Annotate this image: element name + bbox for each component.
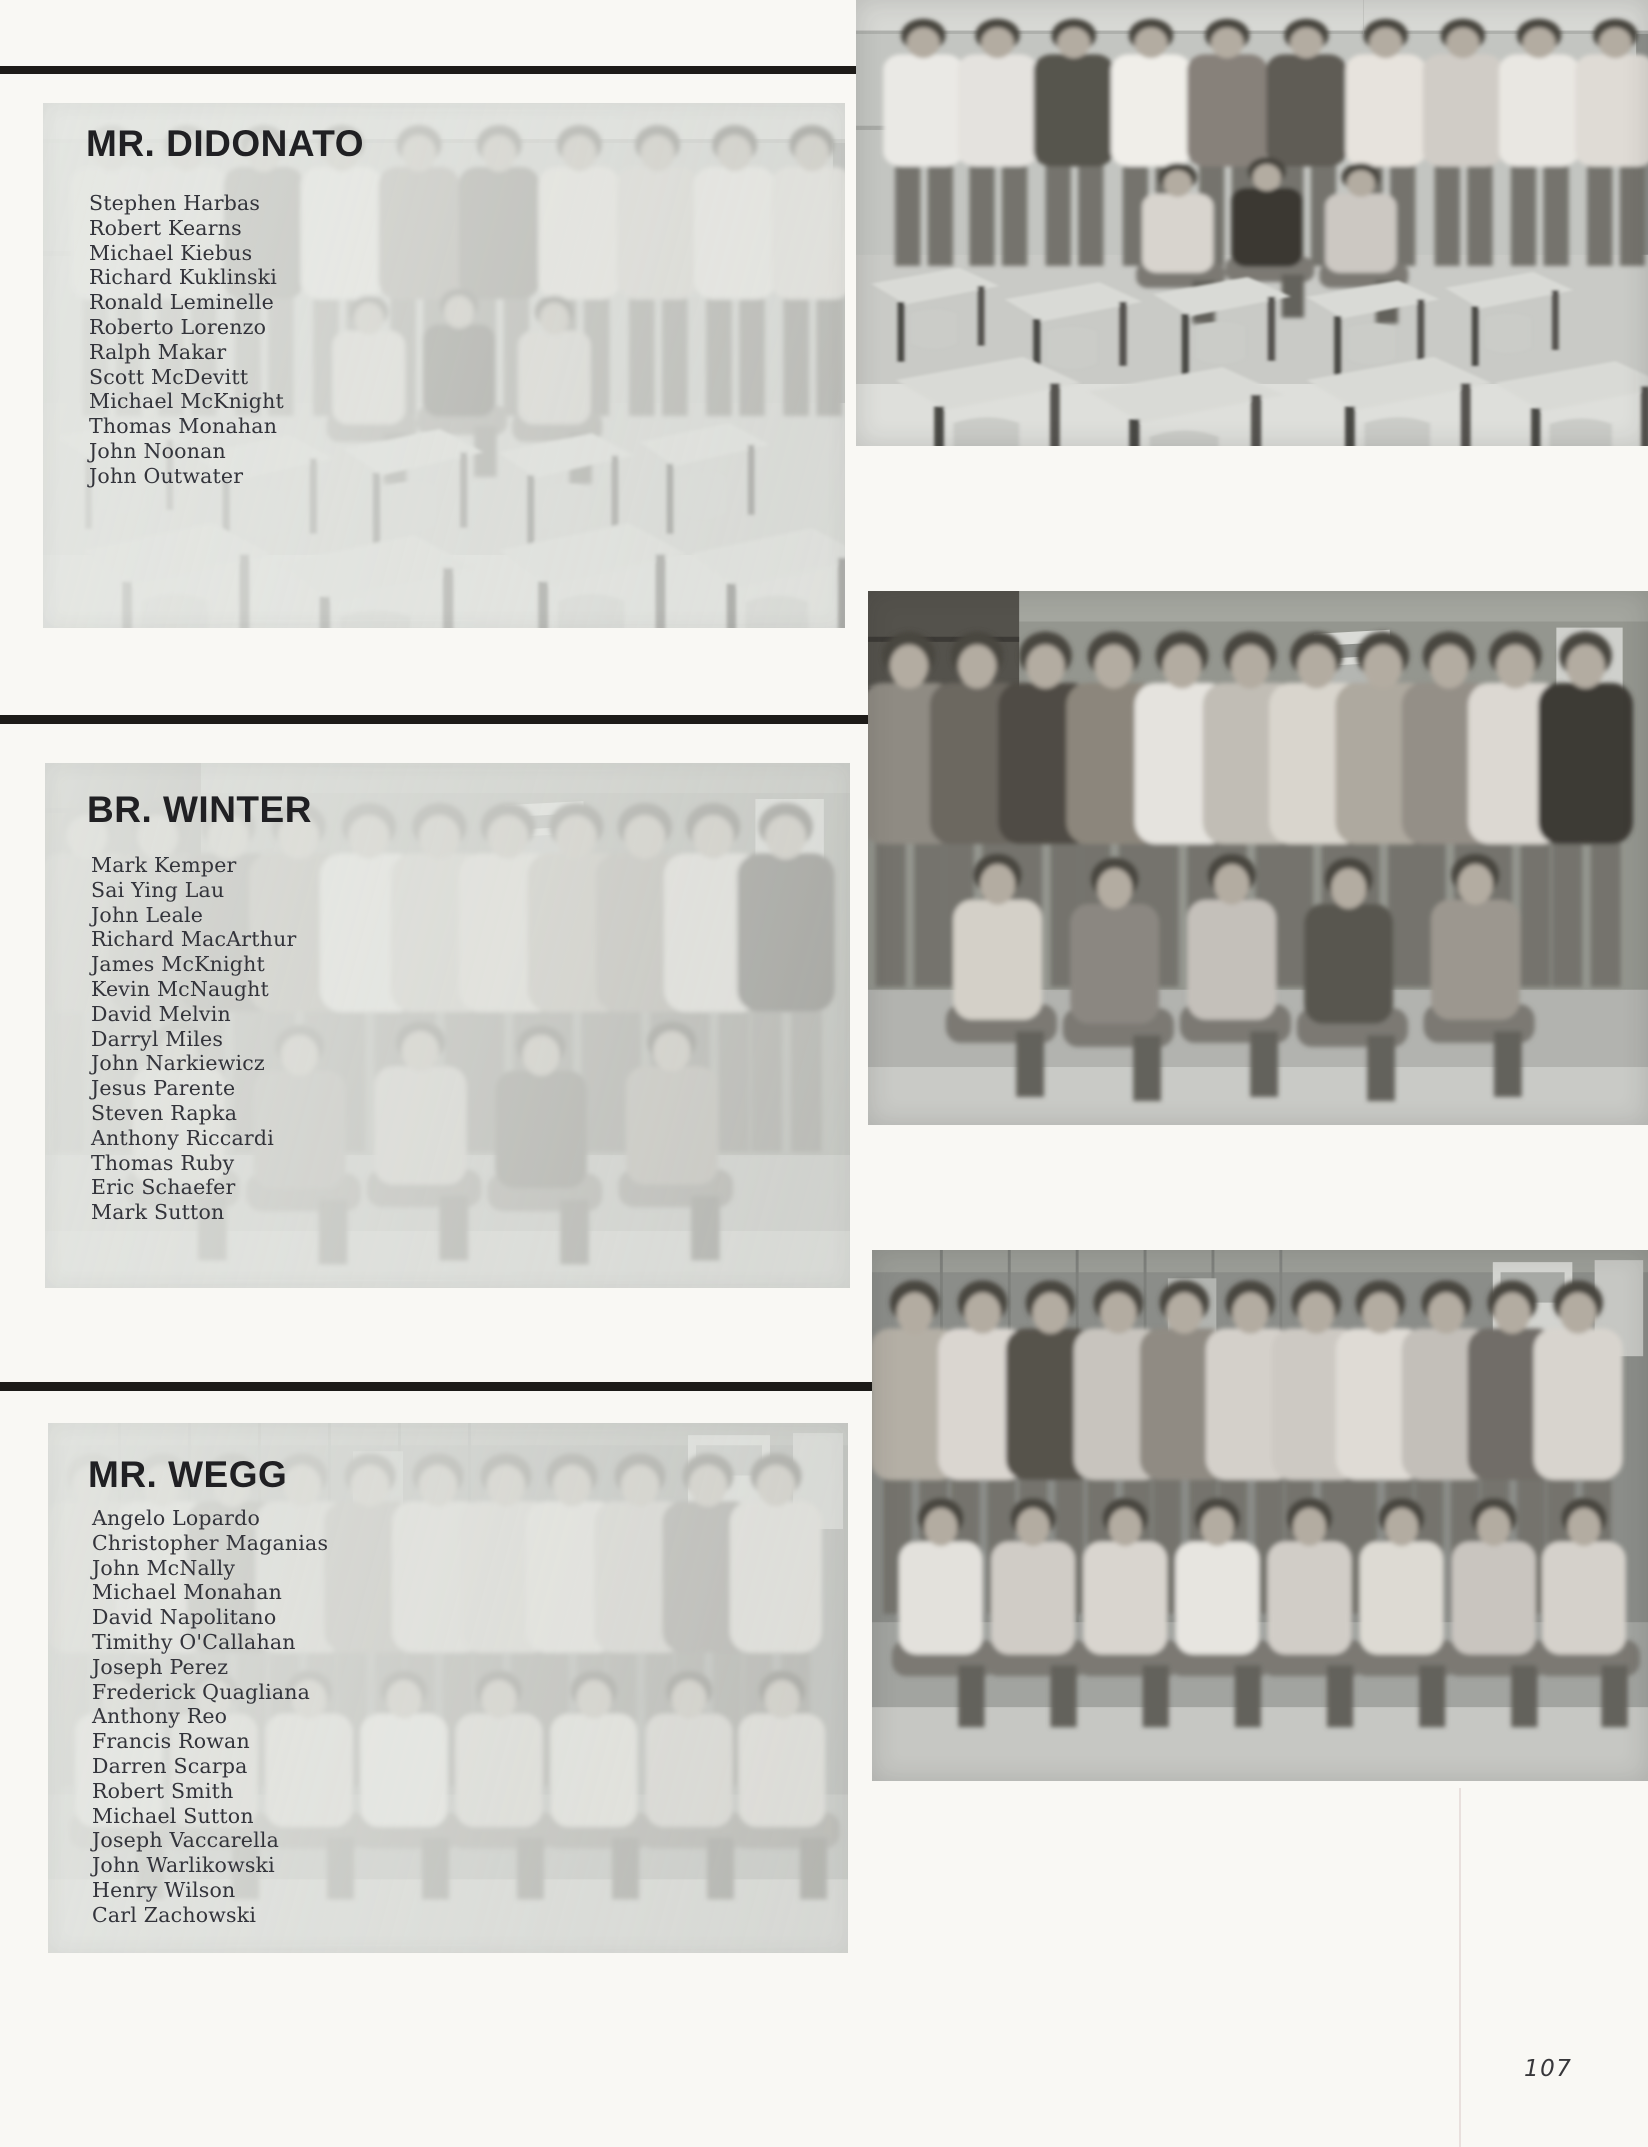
student-name: Francis Rowan (92, 1729, 250, 1754)
section-title-wegg: MR. WEGG (88, 1454, 288, 1495)
student-name: John Outwater (89, 463, 244, 488)
class-photo-winter (868, 591, 1648, 1125)
student-name: Joseph Perez (92, 1654, 229, 1679)
student-name: Ronald Leminelle (89, 290, 274, 315)
student-name: Jesus Parente (91, 1076, 236, 1101)
student-name: Joseph Vaccarella (92, 1828, 280, 1853)
divider-rule-middle (0, 715, 878, 724)
student-name: Robert Smith (92, 1778, 234, 1803)
student-name: Michael Kiebus (89, 240, 253, 265)
student-name: Scott McDevitt (89, 364, 249, 389)
student-name: Thomas Ruby (91, 1150, 235, 1175)
student-name: Roberto Lorenzo (89, 314, 267, 339)
student-name: Robert Kearns (89, 215, 242, 240)
page-number: 107 (1524, 2056, 1573, 2082)
student-name: Stephen Harbas (89, 191, 261, 215)
section-winter (45, 763, 850, 1288)
student-name: Anthony Reo (92, 1704, 228, 1729)
student-name: Richard MacArthur (91, 927, 297, 952)
student-name: Carl Zachowski (92, 1902, 257, 1927)
student-name: Michael Monahan (92, 1580, 283, 1605)
student-name: Mark Sutton (91, 1200, 225, 1225)
student-name: Ralph Makar (89, 339, 227, 364)
student-name: Mark Kemper (91, 853, 237, 877)
student-name: Frederick Quagliana (92, 1679, 311, 1704)
class-photo-didonato (856, 0, 1648, 446)
student-name: Thomas Monahan (89, 414, 278, 439)
section-wegg (48, 1423, 848, 1953)
class-photo-wegg (872, 1250, 1648, 1781)
student-name: Anthony Riccardi (91, 1125, 274, 1150)
section-title-didonato: MR. DIDONATO (86, 123, 365, 164)
student-name: Darryl Miles (91, 1026, 224, 1051)
student-name-list-wegg (92, 1506, 328, 1928)
section-title-winter: BR. WINTER (87, 789, 312, 830)
student-name: John McNally (92, 1555, 236, 1580)
student-name-list-winter (91, 853, 296, 1225)
student-name: David Melvin (91, 1001, 231, 1026)
student-name: Angelo Lopardo (92, 1506, 261, 1530)
scan-artifact-line (1459, 1788, 1461, 2147)
section-didonato (43, 103, 845, 628)
student-name: Richard Kuklinski (89, 265, 278, 290)
divider-rule-bottom (0, 1382, 878, 1391)
student-name: Christopher Maganias (92, 1530, 329, 1555)
student-name: Michael McKnight (89, 389, 284, 414)
divider-rule-top (0, 66, 876, 74)
student-name: John Noonan (89, 438, 226, 463)
student-name: John Narkiewicz (91, 1051, 265, 1076)
student-name: Steven Rapka (91, 1100, 238, 1125)
classroom-bookshelf-photo (868, 591, 1648, 1125)
student-name: Darren Scarpa (92, 1753, 248, 1778)
student-name: James McKnight (91, 952, 265, 977)
student-name: Michael Sutton (92, 1803, 254, 1828)
student-name: Kevin McNaught (91, 976, 269, 1001)
student-name-list-didonato (89, 191, 284, 489)
student-name: David Napolitano (92, 1605, 277, 1630)
scan-artifact-line (1363, 0, 1364, 34)
student-name: Sai Ying Lau (91, 877, 225, 902)
student-name: John Warlikowski (92, 1853, 275, 1878)
student-name: Henry Wilson (92, 1877, 236, 1902)
student-name: Timithy O'Callahan (92, 1629, 296, 1654)
student-name: John Leale (91, 902, 204, 927)
student-name: Eric Schaefer (91, 1175, 236, 1200)
classroom-wood-panel-photo (872, 1250, 1648, 1781)
classroom-desks-photo (856, 0, 1648, 446)
